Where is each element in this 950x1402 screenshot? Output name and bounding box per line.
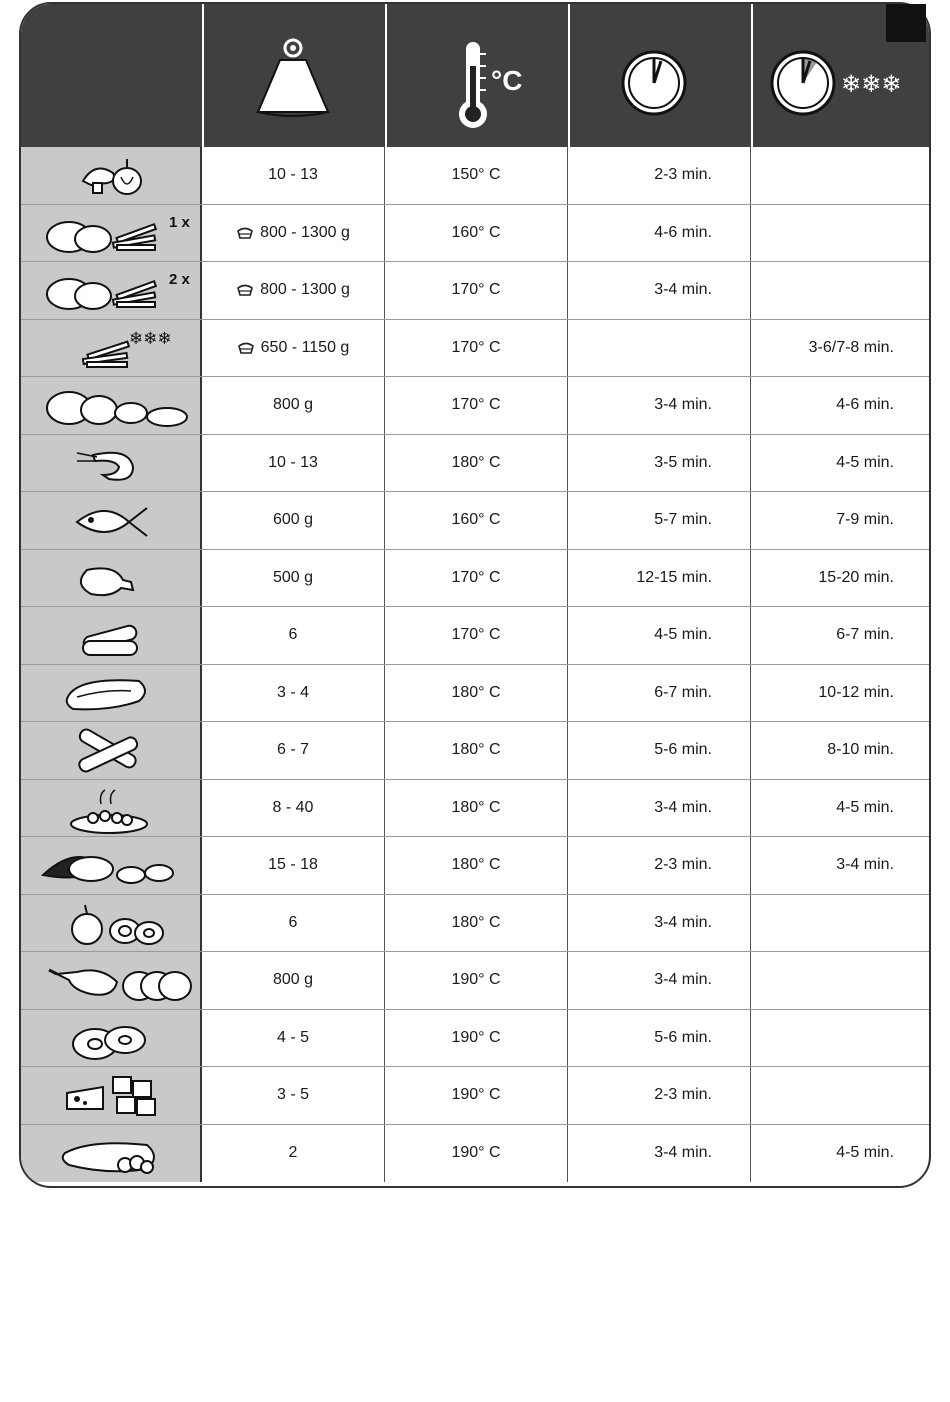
shrimp-icon	[21, 435, 202, 492]
quantity-cell	[202, 492, 385, 549]
time-value: 3-4 min.	[654, 1144, 712, 1162]
food-icon-badge: 1 x	[169, 213, 190, 231]
mussels-icon	[21, 837, 202, 894]
quantity-value: 6 - 7	[276, 741, 309, 759]
temperature-value: 170° C	[451, 281, 501, 299]
potato-fries-icon	[21, 262, 202, 319]
temperature-cell	[385, 262, 568, 319]
header-blank-cell	[21, 4, 202, 147]
time-value: 4-5 min.	[654, 626, 712, 644]
temperature-cell	[385, 1125, 568, 1183]
frozen-time-cell	[751, 722, 929, 779]
breaded-fillet-icon	[21, 1125, 202, 1182]
temperature-cell	[385, 1010, 568, 1067]
food-icon-cell	[21, 780, 202, 837]
quantity-value: 3 - 5	[276, 1086, 309, 1104]
quantity-value: 6	[288, 913, 298, 931]
frozen-time-cell	[751, 1125, 929, 1183]
temperature-cell	[385, 837, 568, 894]
quantity-cell	[202, 952, 385, 1009]
potato-fries-icon	[21, 205, 202, 262]
temperature-value: 180° C	[451, 453, 501, 471]
frozen-time-value: 4-5 min.	[836, 453, 894, 471]
frozen-fries-icon	[21, 320, 202, 377]
quantity-cell	[202, 607, 385, 664]
frozen-time-value: 10-12 min.	[818, 683, 894, 701]
temperature-value: 170° C	[451, 338, 501, 356]
quantity-value: 10 - 13	[268, 453, 318, 471]
table-row	[21, 435, 929, 493]
frozen-time-cell	[751, 837, 929, 894]
food-icon-cell	[21, 435, 202, 492]
time-value: 5-7 min.	[654, 511, 712, 529]
frozen-time-cell	[751, 492, 929, 549]
frozen-time-cell	[751, 147, 929, 204]
temperature-cell	[385, 492, 568, 549]
table-row	[21, 377, 929, 435]
frozen-time-cell	[751, 895, 929, 952]
quantity-value: 500 g	[272, 568, 314, 586]
temperature-value: 180° C	[451, 913, 501, 931]
frozen-time-value: 3-6/7-8 min.	[808, 338, 894, 356]
quantity-value: 600 g	[272, 511, 314, 529]
frozen-time-cell	[751, 665, 929, 722]
temperature-cell	[385, 320, 568, 377]
food-icon-cell	[21, 1067, 202, 1124]
apple-rings-icon	[21, 895, 202, 952]
time-value: 12-15 min.	[636, 568, 712, 586]
temperature-cell	[385, 205, 568, 262]
temperature-value: 190° C	[451, 971, 501, 989]
svg-text:❄❄❄: ❄❄❄	[841, 70, 902, 98]
frozen-time-value: 4-5 min.	[836, 798, 894, 816]
basket-icon	[237, 341, 255, 355]
time-value: 2-3 min.	[654, 856, 712, 874]
temperature-value: 180° C	[451, 798, 501, 816]
food-icon-cell	[21, 377, 202, 434]
frozen-time-value: 15-20 min.	[818, 568, 894, 586]
quantity-value: 6	[288, 626, 298, 644]
table-header	[21, 4, 929, 147]
table-row	[21, 492, 929, 550]
table-row	[21, 1010, 929, 1068]
svg-text:❄❄❄: ❄❄❄	[129, 328, 172, 349]
table-row	[21, 1067, 929, 1125]
food-icon-cell	[21, 492, 202, 549]
table-body	[21, 147, 929, 1182]
temperature-cell	[385, 1067, 568, 1124]
quantity-cell	[202, 722, 385, 779]
quantity-cell	[202, 320, 385, 377]
quantity-cell	[202, 147, 385, 204]
donuts-icon	[21, 1010, 202, 1067]
time-cell	[568, 492, 751, 549]
quantity-cell	[202, 435, 385, 492]
time-cell	[568, 320, 751, 377]
table-row	[21, 722, 929, 780]
frozen-time-cell	[751, 320, 929, 377]
quantity-cell	[202, 205, 385, 262]
time-value: 5-6 min.	[654, 741, 712, 759]
clock-icon	[570, 4, 753, 147]
quantity-cell	[202, 665, 385, 722]
time-cell	[568, 1010, 751, 1067]
frozen-time-cell	[751, 205, 929, 262]
temperature-value: 180° C	[451, 856, 501, 874]
quantity-cell	[202, 550, 385, 607]
chicken-leg-icon	[21, 550, 202, 607]
food-icon-cell	[21, 205, 202, 262]
potato-slices-icon	[21, 377, 202, 434]
time-cell	[568, 205, 751, 262]
basket-icon	[236, 226, 254, 240]
time-cell	[568, 1125, 751, 1183]
time-value: 3-5 min.	[654, 453, 712, 471]
temperature-value: 190° C	[451, 1144, 501, 1162]
quantity-cell	[202, 377, 385, 434]
frozen-time-value: 8-10 min.	[827, 741, 894, 759]
temp-unit-label: °C	[491, 65, 523, 96]
frozen-time-value: 6-7 min.	[836, 626, 894, 644]
frozen-time-value: 4-6 min.	[836, 396, 894, 414]
temperature-value: 170° C	[451, 396, 501, 414]
time-value: 3-4 min.	[654, 798, 712, 816]
quantity-value: 800 g	[272, 396, 314, 414]
frozen-time-cell	[751, 262, 929, 319]
table-row	[21, 205, 929, 263]
eggplant-slices-icon	[21, 952, 202, 1009]
food-icon-cell	[21, 607, 202, 664]
food-icon-badge: 2 x	[169, 271, 190, 288]
quantity-value: 10 - 13	[268, 166, 318, 184]
food-icon-cell	[21, 952, 202, 1009]
temperature-value: 170° C	[451, 626, 501, 644]
quantity-cell	[202, 895, 385, 952]
quantity-value: 8 - 40	[272, 798, 314, 816]
page-tab-marker	[886, 4, 926, 42]
time-cell	[568, 665, 751, 722]
frozen-time-cell	[751, 550, 929, 607]
table-row	[21, 837, 929, 895]
time-cell	[568, 895, 751, 952]
time-cell	[568, 262, 751, 319]
croquettes-icon	[21, 607, 202, 664]
quantity-cell	[202, 837, 385, 894]
temperature-value: 160° C	[451, 223, 501, 241]
food-icon-cell	[21, 895, 202, 952]
wrap-icon	[21, 665, 202, 722]
temperature-cell	[385, 952, 568, 1009]
quantity-value: 4 - 5	[276, 1028, 309, 1046]
food-icon-cell	[21, 147, 202, 204]
food-icon-cell	[21, 1010, 202, 1067]
time-cell	[568, 607, 751, 664]
temperature-cell	[385, 550, 568, 607]
frozen-time-value: 4-5 min.	[836, 1144, 894, 1162]
time-cell	[568, 147, 751, 204]
basket-icon	[236, 283, 254, 297]
time-cell	[568, 1067, 751, 1124]
frozen-time-cell	[751, 435, 929, 492]
header-quantity-cell	[202, 4, 385, 147]
temperature-cell	[385, 665, 568, 722]
table-row	[21, 1125, 929, 1183]
quantity-cell	[202, 1010, 385, 1067]
header-temperature-cell	[385, 4, 568, 147]
frozen-time-cell	[751, 607, 929, 664]
food-icon-cell	[21, 722, 202, 779]
temperature-cell	[385, 895, 568, 952]
time-value: 2-3 min.	[654, 1086, 712, 1104]
food-icon-cell	[21, 320, 202, 377]
temperature-cell	[385, 780, 568, 837]
table-row	[21, 780, 929, 838]
frozen-time-cell	[751, 952, 929, 1009]
temperature-value: 180° C	[451, 741, 501, 759]
time-value: 3-4 min.	[654, 971, 712, 989]
time-value: 3-4 min.	[654, 913, 712, 931]
food-icon-cell	[21, 262, 202, 319]
table-row	[21, 147, 929, 205]
header-time-cell	[568, 4, 751, 147]
frozen-time-value: 7-9 min.	[836, 511, 894, 529]
table-row	[21, 665, 929, 723]
frozen-time-value: 3-4 min.	[836, 856, 894, 874]
time-value: 2-3 min.	[654, 166, 712, 184]
temperature-cell	[385, 377, 568, 434]
time-cell	[568, 377, 751, 434]
fish-icon	[21, 492, 202, 549]
time-cell	[568, 780, 751, 837]
food-icon-cell	[21, 837, 202, 894]
quantity-cell	[202, 780, 385, 837]
temperature-cell	[385, 607, 568, 664]
table-row	[21, 607, 929, 665]
temperature-cell	[385, 435, 568, 492]
temperature-cell	[385, 722, 568, 779]
frozen-time-cell	[751, 1067, 929, 1124]
frozen-time-cell	[751, 377, 929, 434]
quantity-value: 3 - 4	[276, 683, 309, 701]
quantity-value: 800 g	[272, 971, 314, 989]
table-row	[21, 895, 929, 953]
spring-rolls-icon	[21, 722, 202, 779]
frozen-time-cell	[751, 1010, 929, 1067]
food-icon-cell	[21, 550, 202, 607]
time-value: 6-7 min.	[654, 683, 712, 701]
temperature-value: 190° C	[451, 1086, 501, 1104]
temperature-value: 190° C	[451, 1028, 501, 1046]
time-cell	[568, 435, 751, 492]
quantity-cell	[202, 262, 385, 319]
temperature-value: 150° C	[451, 166, 501, 184]
time-cell	[568, 837, 751, 894]
table-row	[21, 952, 929, 1010]
quantity-cell	[202, 1067, 385, 1124]
time-value: 4-6 min.	[654, 223, 712, 241]
table-row	[21, 320, 929, 378]
food-icon-cell	[21, 665, 202, 722]
quantity-value: 800 - 1300 g	[260, 281, 350, 299]
temperature-value: 160° C	[451, 511, 501, 529]
time-cell	[568, 952, 751, 1009]
quantity-value: 2	[288, 1144, 298, 1162]
cooking-table	[19, 2, 931, 1188]
time-value: 5-6 min.	[654, 1028, 712, 1046]
food-icon-cell	[21, 1125, 202, 1183]
temperature-value: 180° C	[451, 683, 501, 701]
table-row	[21, 262, 929, 320]
table-row	[21, 550, 929, 608]
temperature-cell	[385, 147, 568, 204]
appetizer-plate-icon	[21, 780, 202, 837]
quantity-value: 800 - 1300 g	[260, 223, 350, 241]
quantity-value: 15 - 18	[268, 856, 318, 874]
weight-icon	[204, 4, 387, 147]
time-cell	[568, 722, 751, 779]
time-cell	[568, 550, 751, 607]
mushroom-onion-icon	[21, 147, 202, 204]
temperature-value: 170° C	[451, 568, 501, 586]
time-value: 3-4 min.	[654, 281, 712, 299]
quantity-value: 650 - 1150 g	[260, 338, 350, 356]
quantity-cell	[202, 1125, 385, 1183]
time-value: 3-4 min.	[654, 396, 712, 414]
frozen-time-cell	[751, 780, 929, 837]
cheese-cubes-icon	[21, 1067, 202, 1124]
thermometer-icon	[387, 4, 570, 147]
